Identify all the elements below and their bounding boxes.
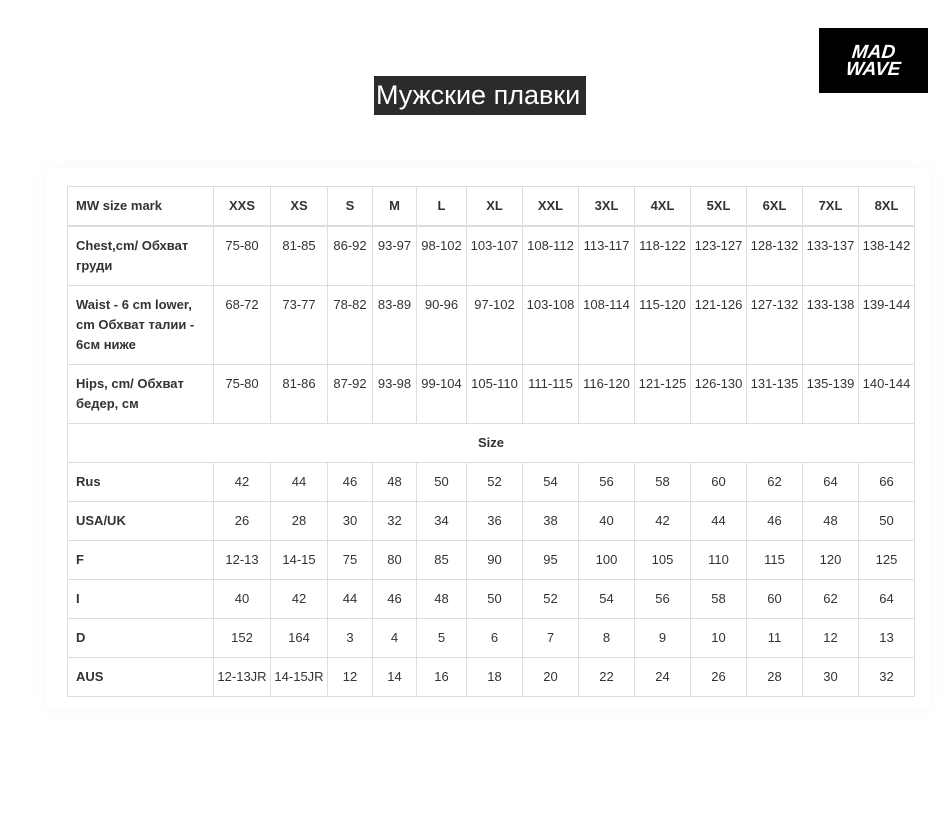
- table-cell: 54: [579, 580, 635, 619]
- table-cell: 98-102: [417, 226, 467, 286]
- table-cell: 26: [214, 502, 271, 541]
- table-cell: 103-108: [523, 286, 579, 365]
- table-cell: 62: [747, 463, 803, 502]
- table-cell: 52: [467, 463, 523, 502]
- row-label: Waist - 6 cm lower, cm Обхват талии - 6см ниже: [68, 286, 214, 365]
- table-cell: 105-110: [467, 365, 523, 424]
- table-cell: 125: [859, 541, 915, 580]
- table-cell: 14-15: [271, 541, 328, 580]
- table-cell: 56: [579, 463, 635, 502]
- size-row: [68, 463, 915, 502]
- header-size-m: M: [373, 187, 417, 227]
- table-cell: 83-89: [373, 286, 417, 365]
- table-cell: 140-144: [859, 365, 915, 424]
- table-cell: 30: [328, 502, 373, 541]
- table-cell: 10: [691, 619, 747, 658]
- table-cell: 78-82: [328, 286, 373, 365]
- page-title: Мужские плавки: [374, 76, 586, 115]
- table-cell: 52: [523, 580, 579, 619]
- table-cell: 13: [859, 619, 915, 658]
- row-label: AUS: [68, 658, 214, 697]
- table-cell: 135-139: [803, 365, 859, 424]
- header-size-mark: MW size mark: [68, 187, 214, 227]
- table-cell: 62: [803, 580, 859, 619]
- table-cell: 32: [373, 502, 417, 541]
- measurement-row: [68, 226, 915, 286]
- table-cell: 108-114: [579, 286, 635, 365]
- size-row: [68, 619, 915, 658]
- table-cell: 123-127: [691, 226, 747, 286]
- table-cell: 93-98: [373, 365, 417, 424]
- table-cell: 128-132: [747, 226, 803, 286]
- table-cell: 40: [579, 502, 635, 541]
- header-size-7xl: 7XL: [803, 187, 859, 227]
- header-size-xxl: XXL: [523, 187, 579, 227]
- header-size-8xl: 8XL: [859, 187, 915, 227]
- table-cell: 118-122: [635, 226, 691, 286]
- table-cell: 14: [373, 658, 417, 697]
- header-size-6xl: 6XL: [747, 187, 803, 227]
- table-cell: 20: [523, 658, 579, 697]
- table-body: [68, 226, 915, 697]
- table-cell: 111-115: [523, 365, 579, 424]
- header-size-xxs: XXS: [214, 187, 271, 227]
- table-cell: 116-120: [579, 365, 635, 424]
- header-size-3xl: 3XL: [579, 187, 635, 227]
- table-cell: 5: [417, 619, 467, 658]
- table-cell: 14-15JR: [271, 658, 328, 697]
- size-section-label: Size: [68, 424, 915, 463]
- table-cell: 100: [579, 541, 635, 580]
- table-cell: 73-77: [271, 286, 328, 365]
- table-cell: 108-112: [523, 226, 579, 286]
- logo-line-1: MAD: [850, 41, 897, 63]
- size-row: [68, 658, 915, 697]
- table-cell: 4: [373, 619, 417, 658]
- table-cell: 50: [859, 502, 915, 541]
- table-cell: 42: [271, 580, 328, 619]
- table-cell: 87-92: [328, 365, 373, 424]
- table-cell: 66: [859, 463, 915, 502]
- table-cell: 90: [467, 541, 523, 580]
- header-size-s: S: [328, 187, 373, 227]
- table-cell: 46: [747, 502, 803, 541]
- header-size-5xl: 5XL: [691, 187, 747, 227]
- table-cell: 7: [523, 619, 579, 658]
- table-cell: 86-92: [328, 226, 373, 286]
- row-label: Rus: [68, 463, 214, 502]
- table-cell: 54: [523, 463, 579, 502]
- table-cell: 127-132: [747, 286, 803, 365]
- table-cell: 97-102: [467, 286, 523, 365]
- table-cell: 48: [373, 463, 417, 502]
- table-cell: 99-104: [417, 365, 467, 424]
- table-cell: 50: [467, 580, 523, 619]
- table-cell: 26: [691, 658, 747, 697]
- table-cell: 115: [747, 541, 803, 580]
- table-cell: 42: [635, 502, 691, 541]
- table-cell: 12: [328, 658, 373, 697]
- table-cell: 9: [635, 619, 691, 658]
- table-cell: 24: [635, 658, 691, 697]
- table-cell: 11: [747, 619, 803, 658]
- table-cell: 48: [417, 580, 467, 619]
- header-size-xl: XL: [467, 187, 523, 227]
- row-label: Hips, cm/ Обхват бедер, см: [68, 365, 214, 424]
- measurement-row: [68, 286, 915, 365]
- table-cell: 58: [635, 463, 691, 502]
- row-label: I: [68, 580, 214, 619]
- table-cell: 56: [635, 580, 691, 619]
- table-cell: 12: [803, 619, 859, 658]
- table-cell: 75: [328, 541, 373, 580]
- table-cell: 75-80: [214, 226, 271, 286]
- header-size-xs: XS: [271, 187, 328, 227]
- row-label: D: [68, 619, 214, 658]
- table-cell: 115-120: [635, 286, 691, 365]
- row-label: Chest,cm/ Обхват груди: [68, 226, 214, 286]
- table-cell: 46: [373, 580, 417, 619]
- table-cell: 81-86: [271, 365, 328, 424]
- mad-wave-logo: [819, 28, 928, 93]
- table-cell: 50: [417, 463, 467, 502]
- table-cell: 44: [271, 463, 328, 502]
- table-cell: 126-130: [691, 365, 747, 424]
- table-cell: 64: [803, 463, 859, 502]
- table-cell: 85: [417, 541, 467, 580]
- table-cell: 28: [747, 658, 803, 697]
- table-cell: 3: [328, 619, 373, 658]
- table-cell: 60: [691, 463, 747, 502]
- table-cell: 121-126: [691, 286, 747, 365]
- table-cell: 44: [691, 502, 747, 541]
- table-cell: 121-125: [635, 365, 691, 424]
- table-cell: 120: [803, 541, 859, 580]
- table-cell: 30: [803, 658, 859, 697]
- table-cell: 32: [859, 658, 915, 697]
- table-cell: 34: [417, 502, 467, 541]
- table-cell: 12-13JR: [214, 658, 271, 697]
- size-row: [68, 502, 915, 541]
- table-cell: 164: [271, 619, 328, 658]
- table-cell: 105: [635, 541, 691, 580]
- logo-line-2: WAVE: [845, 58, 902, 80]
- table-cell: 28: [271, 502, 328, 541]
- table-cell: 113-117: [579, 226, 635, 286]
- table-cell: 8: [579, 619, 635, 658]
- header-size-l: L: [417, 187, 467, 227]
- measurement-row: [68, 365, 915, 424]
- size-chart-table: [67, 186, 915, 697]
- table-cell: 131-135: [747, 365, 803, 424]
- table-header-row: [68, 187, 915, 227]
- table-cell: 40: [214, 580, 271, 619]
- table-cell: 18: [467, 658, 523, 697]
- table-cell: 58: [691, 580, 747, 619]
- row-label: USA/UK: [68, 502, 214, 541]
- table-cell: 42: [214, 463, 271, 502]
- size-row: [68, 541, 915, 580]
- table-cell: 6: [467, 619, 523, 658]
- table-cell: 138-142: [859, 226, 915, 286]
- row-label: F: [68, 541, 214, 580]
- table-cell: 93-97: [373, 226, 417, 286]
- table-cell: 110: [691, 541, 747, 580]
- table-cell: 16: [417, 658, 467, 697]
- size-row: [68, 580, 915, 619]
- table-cell: 81-85: [271, 226, 328, 286]
- table-cell: 139-144: [859, 286, 915, 365]
- table-cell: 103-107: [467, 226, 523, 286]
- size-section-row: [68, 424, 915, 463]
- table-cell: 36: [467, 502, 523, 541]
- table-cell: 22: [579, 658, 635, 697]
- table-cell: 46: [328, 463, 373, 502]
- table-cell: 95: [523, 541, 579, 580]
- table-cell: 12-13: [214, 541, 271, 580]
- table-cell: 90-96: [417, 286, 467, 365]
- table-cell: 68-72: [214, 286, 271, 365]
- table-cell: 133-137: [803, 226, 859, 286]
- table-cell: 80: [373, 541, 417, 580]
- table-cell: 44: [328, 580, 373, 619]
- table-cell: 64: [859, 580, 915, 619]
- table-cell: 48: [803, 502, 859, 541]
- table-cell: 75-80: [214, 365, 271, 424]
- table-cell: 38: [523, 502, 579, 541]
- table-cell: 133-138: [803, 286, 859, 365]
- table-cell: 152: [214, 619, 271, 658]
- table-cell: 60: [747, 580, 803, 619]
- header-size-4xl: 4XL: [635, 187, 691, 227]
